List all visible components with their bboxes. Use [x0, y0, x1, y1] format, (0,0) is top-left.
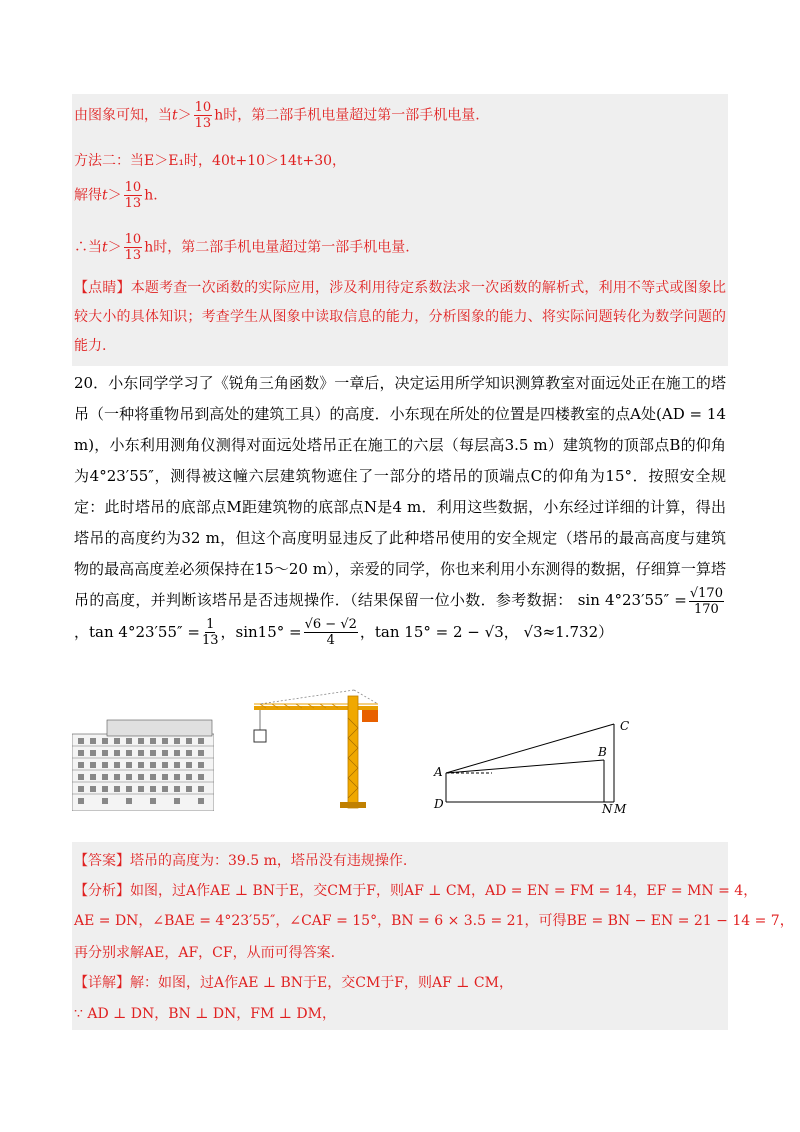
analysis-line-3: 再分别求解AE，AF，CF，从而可得答案.: [74, 945, 336, 961]
answer-block: [72, 842, 728, 1030]
detail-line-1: 【详解】解：如图，过A作AE ⊥ BN于E，交CM于F，则AF ⊥ CM，: [74, 975, 513, 991]
solution-line-4: ∴当t＞ $\frac{10}{13}$ h时，第二部手机电量超过第一部手机电量.: [74, 232, 410, 263]
solution-line-3: 解得t＞ $\frac{10}{13}$ h.: [74, 180, 158, 211]
fraction: $\frac{√6 - √2}{4}$: [304, 617, 357, 648]
label-B: B: [598, 745, 607, 759]
label-C: C: [620, 719, 630, 733]
solution-line-2: 方法二：当E＞E₁时，40t+10＞14t+30，: [74, 153, 347, 169]
label-M: M: [614, 802, 627, 816]
label-D: D: [434, 797, 444, 811]
fraction: $\frac{√170}{170}$: [689, 585, 723, 617]
label-N: N: [602, 802, 613, 816]
building-photo: [72, 716, 214, 811]
fraction: $\frac{10}{13}$: [194, 100, 212, 131]
tower-crane-image: [250, 688, 382, 810]
answer-line: 【答案】塔吊的高度为：39.5 m，塔吊没有违规操作.: [74, 853, 408, 869]
comment-paragraph: 【点睛】本题考查一次函数的实际应用，涉及利用待定系数法求一次函数的解析式，利用不等式或图象比较大小的具体知识；考查学生从图象中读取信息的能力，分析图象的能力、将实际问题转化为数学问题的能力.: [74, 280, 726, 354]
fraction: $\frac{10}{13}$: [124, 232, 142, 263]
geometry-figure: [428, 716, 638, 820]
fraction: $\frac{1}{13}$: [201, 617, 219, 648]
solution-line-1: 由图象可知，当t＞ $\frac{10}{13}$ h时，第二部手机电量超过第一部手机电量.: [74, 100, 480, 131]
question-20-text: 20．小东同学学习了《锐角三角函数》一章后，决定运用所学知识测算教室对面远处正在施工的塔吊（一种将重物吊到高处的建筑工具）的高度．小东现在所处的位置是四楼教室的点A处(AD = 14 m)，小东利用测角仪测得对面远处塔吊正在施工的六层（每层高3.5 m）建筑物的顶部点B的仰角为4°23′55″，测得被这幢六层建筑物遮住了一部分的塔吊的顶端点C的仰角为15°．按照安全规定：此时塔吊的底部点M距建筑物的底部点N是4 m．利用这些数据，小东经过详细的计算，得出塔吊的高度约为32 m，但这个高度明显违反了此种塔吊使用的安全规定（塔吊的最高高度与建筑物的最高高度差必须保持在15～20 m），亲爱的同学，你也来利用小东测得的数据，仔细算一算塔吊的高度，并判断该塔吊是否违规操作．（结果保留一位小数．参考数据： sin 4°23′55″ = $\frac{√170}{170}$ ，tan 4°23′55″ = $\frac{1}{13}$ ，sin15° = $\frac{√6 - √2}{4}$ ，tan 15° = 2 − √3， √3≈1.732）: [74, 374, 726, 648]
analysis-line-1: 【分析】如图，过A作AE ⊥ BN于E，交CM于F，则AF ⊥ CM，AD = EN = FM = 14，EF = MN = 4，: [74, 883, 758, 899]
label-A: A: [434, 765, 443, 779]
analysis-line-2: AE = DN，∠BAE = 4°23′55″，∠CAF = 15°，BN = 6 × 3.5 = 21，可得BE = BN − EN = 21 − 14 = 7，: [74, 913, 794, 929]
detail-line-2: ∵ AD ⊥ DN，BN ⊥ DN，FM ⊥ DM，: [74, 1006, 336, 1022]
fraction: $\frac{10}{13}$: [124, 180, 142, 211]
